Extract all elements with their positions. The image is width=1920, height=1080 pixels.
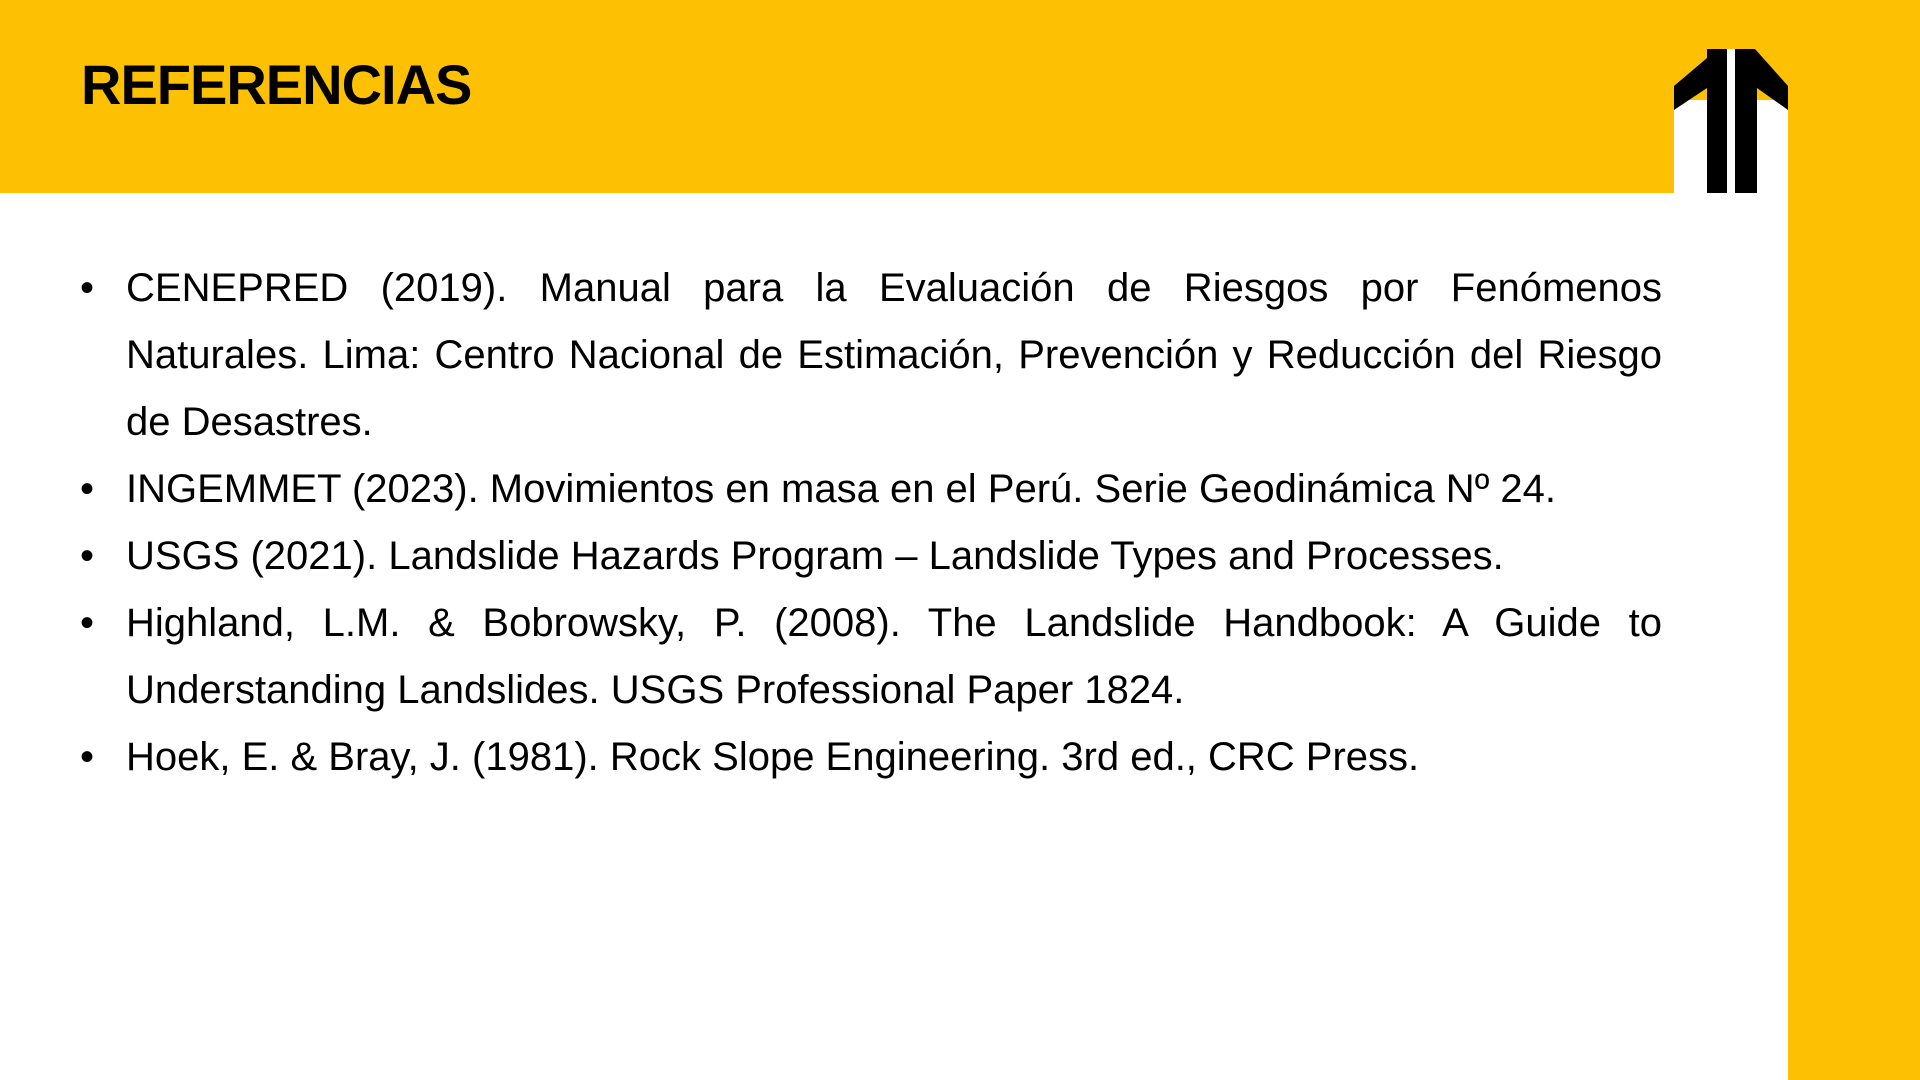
- logo-icon: [1640, 0, 1788, 193]
- reference-list: [80, 255, 1662, 791]
- bullet: •: [80, 467, 95, 511]
- bullet: •: [80, 735, 95, 779]
- reference-text: INGEMMET (2023). Movimientos en masa en el Perú. Serie Geodinámica Nº 24.: [126, 467, 1557, 511]
- reference-item: [80, 255, 1662, 456]
- reference-text: Hoek, E. & Bray, J. (1981). Rock Slope Engineering. 3rd ed., CRC Press.: [126, 735, 1420, 779]
- reference-text: CENEPRED (2019). Manual para la Evaluación de Riesgos por Fenómenos Naturales. Lima: Centro Nacional de Estimación, Prevención y Reducción del Riesgo de Desastres.: [126, 266, 1662, 444]
- page-title: REFERENCIAS: [81, 53, 472, 116]
- bullet: •: [80, 534, 95, 578]
- reference-item: [80, 590, 1662, 724]
- right-accent-bar: [1788, 0, 1920, 1080]
- bullet: •: [80, 266, 95, 310]
- reference-item: [80, 523, 1662, 590]
- reference-item: [80, 456, 1662, 523]
- bullet: •: [80, 601, 95, 645]
- reference-item: [80, 724, 1662, 791]
- reference-text: USGS (2021). Landslide Hazards Program – Landslide Types and Processes.: [126, 534, 1504, 578]
- reference-text: Highland, L.M. & Bobrowsky, P. (2008). The Landslide Handbook: A Guide to Understanding Landslides. USGS Professional Paper 1824.: [126, 601, 1662, 712]
